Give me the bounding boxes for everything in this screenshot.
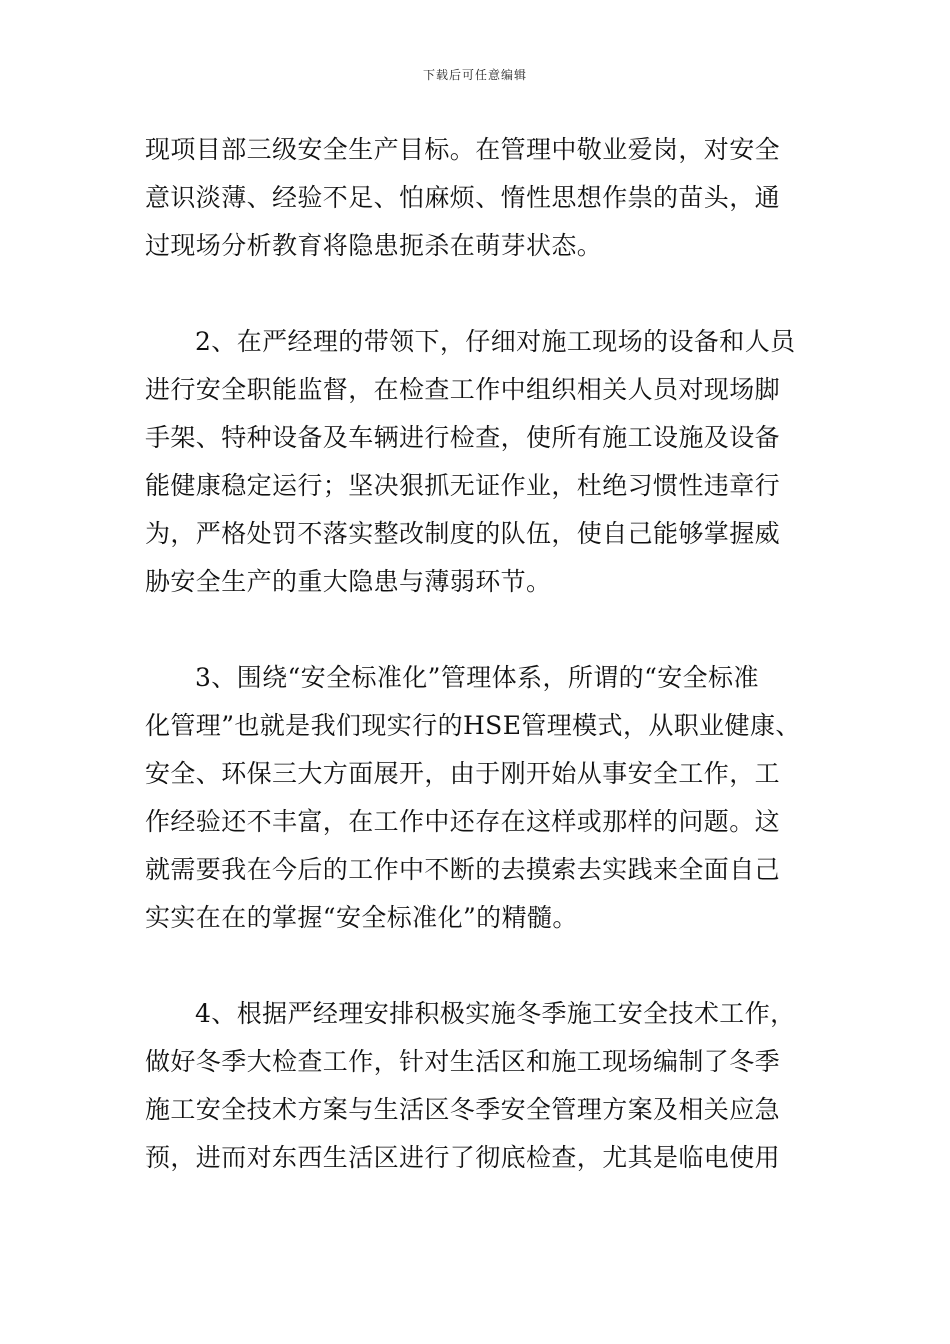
paragraph-line: 4、根据严经理安排积极实施冬季施工安全技术工作， <box>195 999 796 1028</box>
paragraph-line: 现项目部三级安全生产目标。在管理中敬业爱岗，对安全 <box>145 135 781 164</box>
paragraph-line: 手架、特种设备及车辆进行检查，使所有施工设施及设备 <box>145 423 781 452</box>
paragraph-line: 能健康稳定运行；坚决狠抓无证作业，杜绝习惯性违章行 <box>145 471 781 500</box>
paragraph-line: 过现场分析教育将隐患扼杀在萌芽状态。 <box>145 231 603 260</box>
paragraph-line: 3、围绕“安全标准化”管理体系，所谓的“安全标准 <box>195 663 759 692</box>
paragraph-line: 作经验还不丰富，在工作中还存在这样或那样的问题。这 <box>145 807 781 836</box>
paragraph-spacer <box>145 270 811 318</box>
paragraph-4 <box>145 990 811 1182</box>
paragraph-line: 为，严格处罚不落实整改制度的队伍，使自己能够掌握威 <box>145 519 781 548</box>
paragraph-1 <box>145 126 811 270</box>
paragraph-line: 做好冬季大检查工作，针对生活区和施工现场编制了冬季 <box>145 1047 781 1076</box>
paragraph-line: 预，进而对东西生活区进行了彻底检查，尤其是临电使用 <box>145 1143 781 1172</box>
paragraph-line: 2、在严经理的带领下，仔细对施工现场的设备和人员 <box>195 327 796 356</box>
page-header: 下载后可任意编辑 <box>422 68 527 82</box>
paragraph-spacer <box>145 606 811 654</box>
paragraph-line: 胁安全生产的重大隐患与薄弱环节。 <box>145 567 552 596</box>
paragraph-line: 施工安全技术方案与生活区冬季安全管理方案及相关应急 <box>145 1095 781 1124</box>
paragraph-line: 安全、环保三大方面展开，由于刚开始从事安全工作，工 <box>145 759 781 788</box>
paragraph-line: 就需要我在今后的工作中不断的去摸索去实践来全面自己 <box>145 855 781 884</box>
paragraph-spacer <box>145 942 811 990</box>
paragraph-3 <box>145 654 811 942</box>
paragraph-line: 化管理”也就是我们现实行的HSE管理模式，从职业健康、 <box>145 711 801 740</box>
paragraph-line: 进行安全职能监督，在检查工作中组织相关人员对现场脚 <box>145 375 781 404</box>
paragraph-line: 意识淡薄、经验不足、怕麻烦、惰性思想作祟的苗头，通 <box>145 183 781 212</box>
document-body <box>145 126 811 1182</box>
paragraph-2 <box>145 318 811 606</box>
paragraph-line: 实实在在的掌握“安全标准化”的精髓。 <box>145 903 578 932</box>
